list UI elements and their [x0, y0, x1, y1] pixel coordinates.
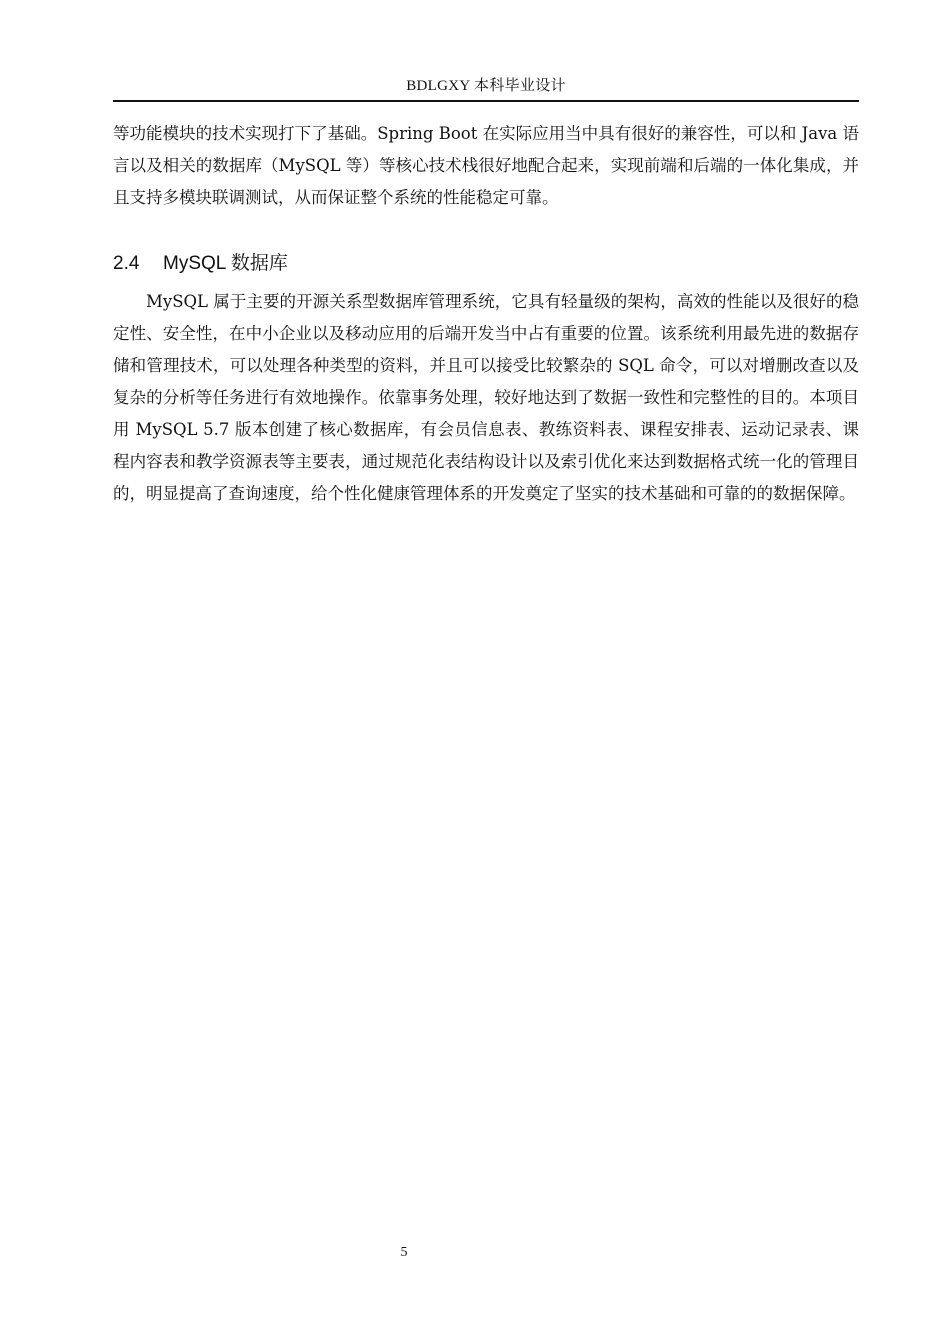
- running-header: BDLGXY 本科毕业设计: [406, 78, 566, 94]
- section-number: 2.4: [113, 253, 140, 274]
- page-number: 5: [400, 1245, 408, 1260]
- paragraph-mysql: MySQL 属于主要的开源关系型数据库管理系统，它具有轻量级的架构，高效的性能以及很好的稳定性、安全性，在中小企业以及移动应用的后端开发当中占有重要的位置。该系统利用最先进的数据存储和管理技术，可以处理各种类型的资料，并且可以接受比较繁杂的 SQL 命令，可以对增删改查以及复杂的分析等任务进行有效地操作。依靠事务处理，较好地达到了数据一致性和完整性的目的。本项目用 MySQL 5.7 版本创建了核心数据库，有会员信息表、教练资料表、课程安排表、运动记录表、课程内容表和教学资源表等主要表，通过规范化表结构设计以及索引优化来达到数据格式统一化的管理目的，明显提高了查询速度，给个性化健康管理体系的开发奠定了坚实的技术基础和可靠的的数据保障。: [113, 292, 859, 503]
- page-body: [113, 118, 859, 510]
- section-heading: [113, 248, 859, 280]
- paragraph-continuation: 等功能模块的技术实现打下了基础。Spring Boot 在实际应用当中具有很好的兼容性，可以和 Java 语言以及相关的数据库（MySQL 等）等核心技术栈很好地配合起来，实现前端和后端的一体化集成，并且支持多模块联调测试，从而保证整个系统的性能稳定可靠。: [113, 124, 859, 207]
- header-rule: [113, 100, 859, 102]
- section-title: MySQL 数据库: [163, 253, 288, 274]
